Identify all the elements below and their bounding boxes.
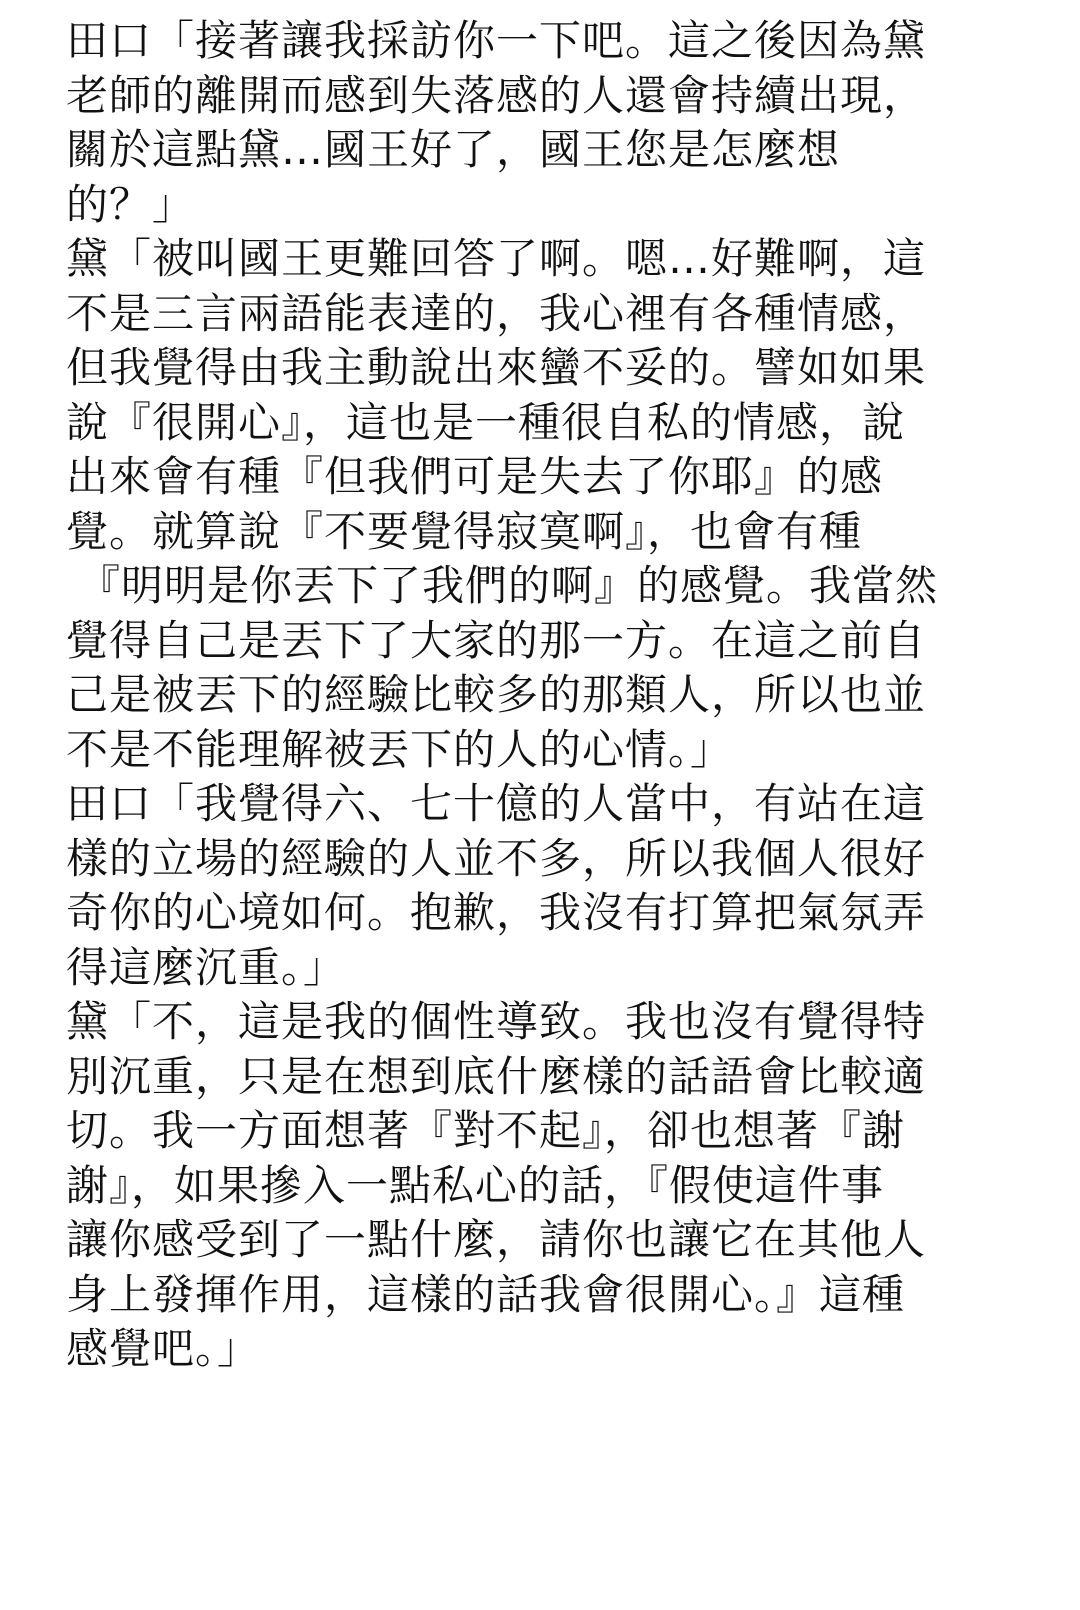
text-line: 不是不能理解被丟下的人的心情。」 <box>66 724 734 774</box>
text-line: 別沉重，只是在想到底什麼樣的話語會比較適 <box>66 1051 927 1101</box>
text-line: 黛「被叫國王更難回答了啊。嗯…好難啊，這 <box>66 234 927 283</box>
text-line: 關於這點黛…國王好了，國王您是怎麼想 <box>66 125 841 174</box>
text-line: 『明明是你丟下了我們的啊』的感覺。我當然 <box>78 561 939 610</box>
text-line: 讓你感受到了一點什麼，請你也讓它在其他人 <box>66 1215 927 1264</box>
text-line: 出來會有種『但我們可是失去了你耶』的感 <box>66 452 884 501</box>
text-line: 樣的立場的經驗的人並不多，所以我個人很好 <box>66 833 927 883</box>
text-line: 的？」 <box>66 179 196 229</box>
text-line: 奇你的心境如何。抱歉，我沒有打算把氣氛弄 <box>66 888 927 937</box>
text-line: 己是被丟下的經驗比較多的那類人，所以也並 <box>66 670 927 719</box>
text-line: 感覺吧。」 <box>66 1324 261 1373</box>
text-line: 覺。就算說『不要覺得寂寞啊』，也會有種 <box>66 506 863 556</box>
text-line: 謝』，如果摻入一點私心的話，『假使這件事 <box>66 1160 885 1210</box>
text-line: 不是三言兩語能表達的，我心裡有各種情感， <box>66 288 927 338</box>
text-line: 田口「接著讓我採訪你一下吧。這之後因為黛 <box>66 16 927 65</box>
text-line: 田口「我覺得六、七十億的人當中，有站在這 <box>66 779 927 828</box>
text-line: 覺得自己是丟下了大家的那一方。在這之前自 <box>66 615 927 665</box>
text-line: 得這麼沉重。」 <box>66 942 347 992</box>
text-line: 切。我一方面想著『對不起』，卻也想著『謝 <box>66 1106 906 1155</box>
text-line: 說『很開心』，這也是一種很自私的情感，說 <box>66 397 906 447</box>
dialogue-text-block <box>66 14 996 1377</box>
text-line: 身上發揮作用，這樣的話我會很開心。』這種 <box>66 1269 906 1319</box>
text-line: 黛「不，這是我的個性導致。我也沒有覺得特 <box>66 997 927 1046</box>
text-line: 但我覺得由我主動說出來蠻不妥的。譬如如果 <box>66 343 927 392</box>
text-line: 老師的離開而感到失落感的人還會持續出現， <box>66 70 927 120</box>
